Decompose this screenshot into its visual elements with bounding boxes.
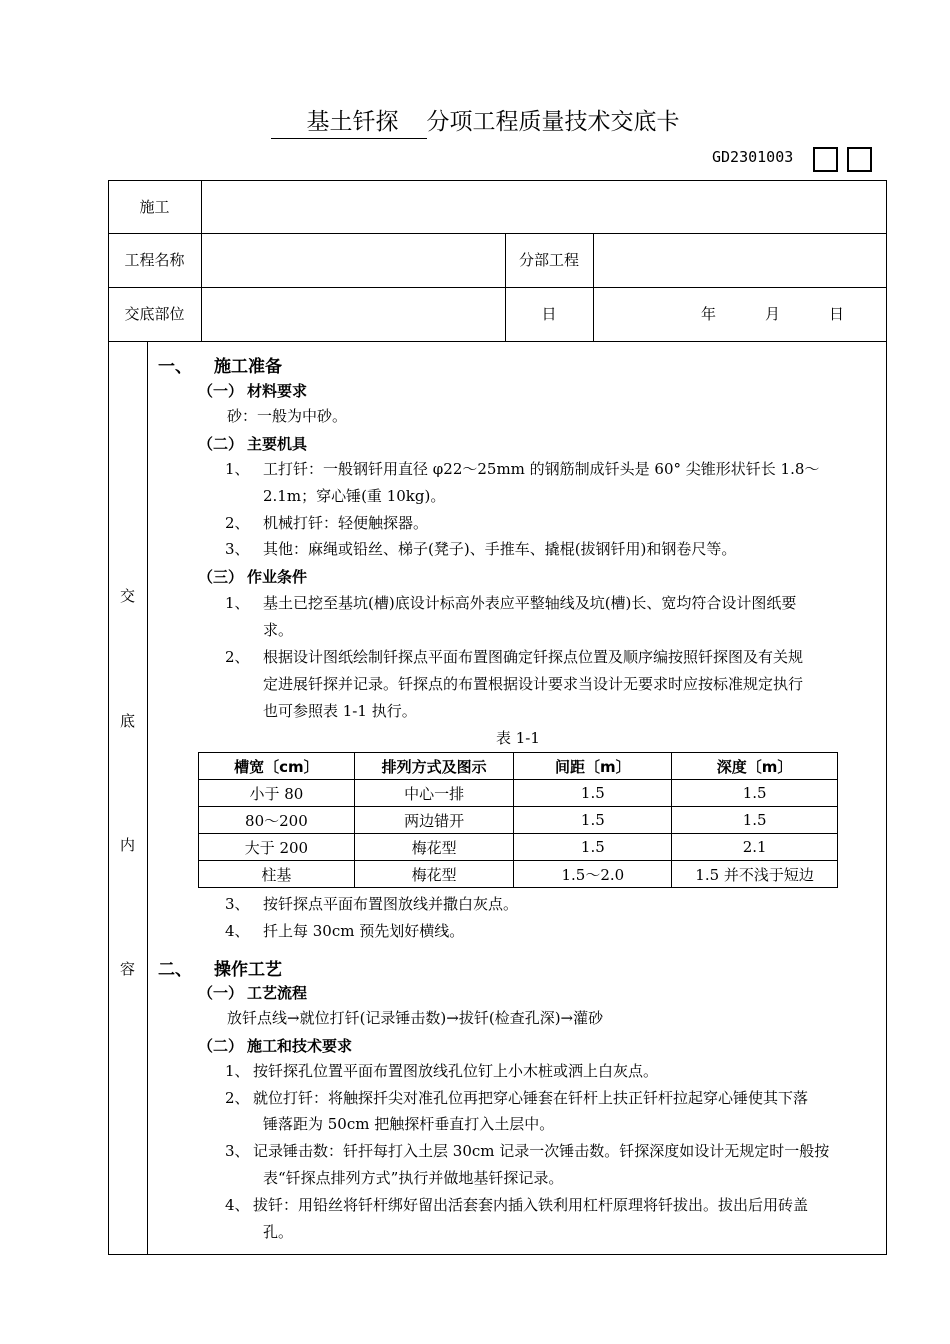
divider <box>593 233 594 341</box>
item-number: 2、 <box>225 648 250 666</box>
date-month: 月 <box>765 305 781 323</box>
side-label-char: 底 <box>120 712 136 730</box>
project-name: 基土钎探 <box>271 106 427 139</box>
sub-heading-process: 工艺流程 <box>247 984 308 1002</box>
divider <box>201 180 202 341</box>
table-cell: 梅花型 <box>354 861 514 888</box>
item-text: 基土已挖至基坑(槽)底设计标高外表应平整轴线及坑(槽)长、宽均符合设计图纸要 <box>263 594 797 612</box>
label-construction: 施工 <box>139 198 170 216</box>
sub-number: （一） <box>198 984 244 1002</box>
item-number: 3、 <box>225 895 250 913</box>
spacing-table <box>198 752 838 888</box>
item-text: 求。 <box>263 621 294 639</box>
process-flow-text: 放钎点线→就位打钎(记录锤击数)→拔钎(检查孔深)→灌砂 <box>227 1009 604 1027</box>
item-text: 拔钎：用铅丝将钎杆绑好留出活套套内插入铁利用杠杆原理将钎拔出。拔出后用砖盖 <box>253 1196 809 1214</box>
table-cell: 小于 80 <box>199 780 355 807</box>
table-header: 深度〔m〕 <box>672 753 838 780</box>
sub-heading-tools: 主要机具 <box>247 435 308 453</box>
sub-number: （二） <box>198 435 244 453</box>
table-cell: 1.5 <box>514 807 672 834</box>
sub-heading-materials: 材料要求 <box>247 382 308 400</box>
sub-number: （一） <box>198 382 244 400</box>
date-day: 日 <box>829 305 845 323</box>
table-cell: 两边错开 <box>354 807 514 834</box>
item-number: 1、 <box>225 460 250 478</box>
divider <box>108 287 887 288</box>
label-date: 日 <box>541 305 557 323</box>
table-caption: 表 1-1 <box>496 729 540 747</box>
item-text: 表“钎探点排列方式”执行并做地基钎探记录。 <box>263 1169 564 1187</box>
item-text: 根据设计图纸绘制钎探点平面布置图确定钎探点位置及顺序编按照钎探图及有关规 <box>263 648 804 666</box>
section2-heading: 操作工艺 <box>214 960 282 980</box>
table-cell: 1.5 <box>672 807 838 834</box>
sub-heading-conditions: 作业条件 <box>247 568 308 586</box>
side-label-char: 内 <box>120 836 136 854</box>
sub-number: （三） <box>198 568 244 586</box>
table-header-row <box>199 753 838 780</box>
table-row <box>199 861 838 888</box>
table-cell: 1.5 <box>514 780 672 807</box>
sub-number: （二） <box>198 1037 244 1055</box>
side-label-char: 交 <box>120 587 136 605</box>
item-text: 2.1m；穿心锤(重 10kg)。 <box>263 487 446 505</box>
sub-heading-requirements: 施工和技术要求 <box>247 1037 353 1055</box>
item-number: 3、 <box>225 540 250 558</box>
table-cell: 1.5 <box>672 780 838 807</box>
divider <box>108 233 887 234</box>
divider <box>108 341 887 342</box>
item-number: 2、 <box>225 1089 250 1107</box>
item-number: 1、 <box>225 1062 250 1080</box>
item-text: 孔。 <box>263 1223 294 1241</box>
table-cell: 梅花型 <box>354 834 514 861</box>
divider <box>147 341 148 1255</box>
table-row <box>199 807 838 834</box>
table-cell: 80～200 <box>199 807 355 834</box>
table-cell: 2.1 <box>672 834 838 861</box>
item-text: 机械打钎：轻便触探器。 <box>263 514 429 532</box>
table-row <box>199 780 838 807</box>
item-number: 1、 <box>225 594 250 612</box>
table-row <box>199 834 838 861</box>
table-cell: 1.5 并不浅于短边 <box>672 861 838 888</box>
table-cell: 大于 200 <box>199 834 355 861</box>
item-number: 2、 <box>225 514 250 532</box>
document-code: GD2301003 <box>712 148 794 166</box>
item-text: 按钎探孔位置平面布置图放线孔位钉上小木桩或洒上白灰点。 <box>253 1062 659 1080</box>
item-text: 定进展钎探并记录。钎探点的布置根据设计要求当设计无要求时应按标准规定执行 <box>263 675 804 693</box>
checkbox-2[interactable] <box>847 147 872 172</box>
title-suffix: 分项工程质量技术交底卡 <box>426 109 680 135</box>
table-header: 间距〔m〕 <box>514 753 672 780</box>
item-text: 扦上每 30cm 预先划好横线。 <box>263 922 465 940</box>
label-project-name: 工程名称 <box>124 251 185 269</box>
side-label-char: 容 <box>120 960 136 978</box>
materials-text: 砂：一般为中砂。 <box>227 407 348 425</box>
section2-number: 二、 <box>158 960 192 980</box>
label-sub-project: 分部工程 <box>518 251 579 269</box>
table-cell: 1.5～2.0 <box>514 861 672 888</box>
item-number: 3、 <box>225 1142 250 1160</box>
date-year: 年 <box>701 305 717 323</box>
checkbox-1[interactable] <box>813 147 838 172</box>
item-text: 其他：麻绳或铅丝、梯子(凳子)、手推车、撬棍(拔钢钎用)和钢卷尺等。 <box>263 540 737 558</box>
item-number: 4、 <box>225 922 250 940</box>
table-cell: 中心一排 <box>354 780 514 807</box>
table-cell: 柱基 <box>199 861 355 888</box>
item-text: 锤落距为 50cm 把触探杆垂直打入土层中。 <box>263 1115 555 1133</box>
item-text: 工打钎：一般钢钎用直径 φ22～25mm 的钢筋制成钎头是 60° 尖锥形状钎长 1.8～ <box>263 460 820 478</box>
section1-heading: 施工准备 <box>214 357 282 377</box>
item-text: 记录锤击数：钎扞每打入土层 30cm 记录一次锤击数。钎探深度如设计无规定时一般按 <box>253 1142 830 1160</box>
section1-number: 一、 <box>158 357 192 377</box>
item-text: 按钎探点平面布置图放线并撒白灰点。 <box>263 895 519 913</box>
label-handover-part: 交底部位 <box>124 305 185 323</box>
item-number: 4、 <box>225 1196 250 1214</box>
table-header: 排列方式及图示 <box>354 753 514 780</box>
item-text: 就位打钎：将触探扦尖对准孔位再把穿心锤套在钎杆上扶正钎杆拉起穿心锤使其下落 <box>253 1089 809 1107</box>
page-title <box>0 106 950 139</box>
item-text: 也可参照表 1-1 执行。 <box>263 702 417 720</box>
table-header: 槽宽〔cm〕 <box>199 753 355 780</box>
table-cell: 1.5 <box>514 834 672 861</box>
